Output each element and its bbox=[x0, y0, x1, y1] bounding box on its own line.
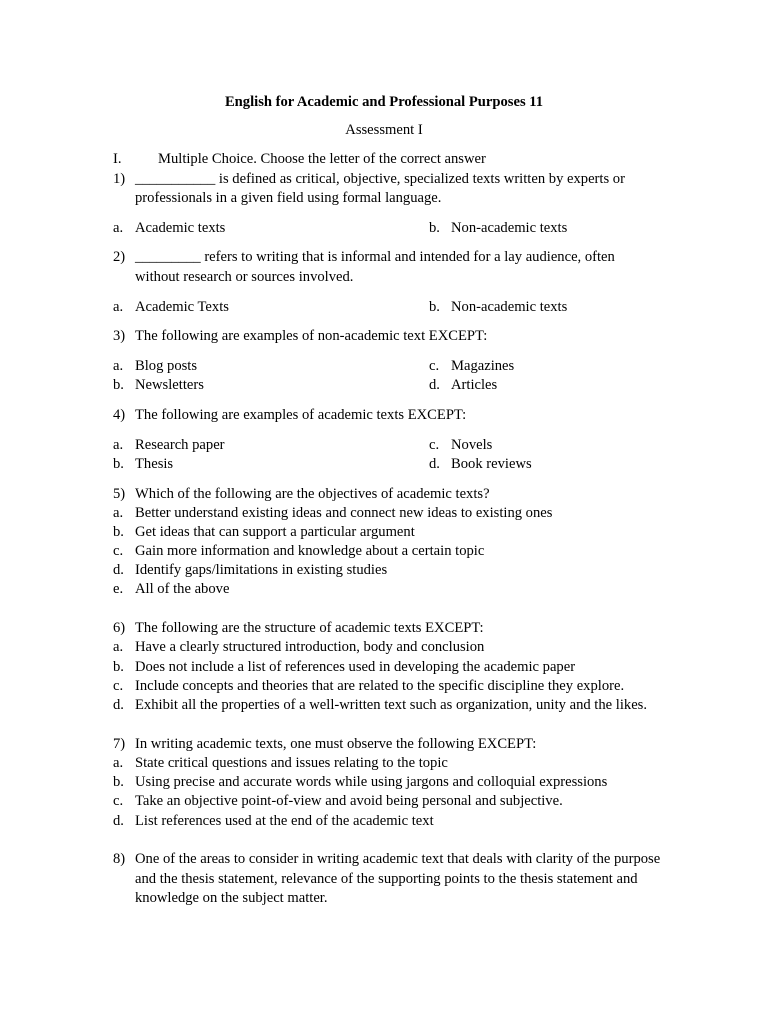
question-text: In writing academic texts, one must observe the following EXCEPT: bbox=[135, 736, 537, 752]
option-text: Take an objective point-of-view and avoid being personal and subjective. bbox=[135, 793, 563, 809]
option-letter: a. bbox=[113, 755, 124, 771]
question-number: 7) bbox=[113, 736, 126, 752]
option-letter: d. bbox=[429, 377, 440, 393]
option-letter: c. bbox=[113, 678, 124, 694]
option-text: Using precise and accurate words while using jargons and colloquial expressions bbox=[135, 774, 608, 790]
option-text: List references used at the end of the academic text bbox=[135, 813, 434, 829]
option-letter: e. bbox=[113, 581, 124, 597]
option-letter: b. bbox=[113, 377, 124, 393]
option-text: Identify gaps/limitations in existing studies bbox=[135, 562, 388, 578]
question-text: ___________ is defined as critical, objective, specialized texts written by experts or bbox=[135, 171, 625, 187]
option-letter: b. bbox=[429, 299, 440, 315]
option-letter: b. bbox=[113, 524, 124, 540]
option-letter: b. bbox=[113, 774, 124, 790]
question-text: The following are examples of non-academic text EXCEPT: bbox=[135, 328, 488, 344]
option-text: Research paper bbox=[135, 437, 225, 453]
option-text: Magazines bbox=[451, 358, 515, 374]
option-text: State critical questions and issues relating to the topic bbox=[135, 755, 448, 771]
option-text: Book reviews bbox=[451, 456, 532, 472]
option-letter: a. bbox=[113, 358, 124, 374]
question-number: 4) bbox=[113, 407, 126, 423]
option-text: Academic texts bbox=[135, 220, 226, 236]
question-text: The following are examples of academic texts EXCEPT: bbox=[135, 407, 467, 423]
option-text: Exhibit all the properties of a well-written text such as organization, unity and the likes. bbox=[135, 697, 647, 713]
option-text: Have a clearly structured introduction, body and conclusion bbox=[135, 639, 485, 655]
option-letter: c. bbox=[113, 543, 124, 559]
option-letter: a. bbox=[113, 639, 124, 655]
option-text: Thesis bbox=[135, 456, 174, 472]
option-text: Better understand existing ideas and connect new ideas to existing ones bbox=[135, 505, 553, 521]
option-text: Newsletters bbox=[135, 377, 204, 393]
option-letter: a. bbox=[113, 437, 124, 453]
question-text: The following are the structure of academic texts EXCEPT: bbox=[135, 620, 484, 636]
question-text: and the thesis statement, relevance of the supporting points to the thesis statement and bbox=[135, 871, 638, 887]
section-instruction: Multiple Choice. Choose the letter of the correct answer bbox=[158, 151, 486, 167]
question-text: _________ refers to writing that is informal and intended for a lay audience, often bbox=[135, 249, 615, 265]
option-text: Does not include a list of references used in developing the academic paper bbox=[135, 659, 576, 675]
option-letter: b. bbox=[113, 456, 124, 472]
option-letter: c. bbox=[429, 358, 440, 374]
document-subtitle: Assessment I bbox=[345, 122, 423, 138]
option-letter: b. bbox=[429, 220, 440, 236]
document-title: English for Academic and Professional Purposes 11 bbox=[224, 94, 544, 110]
option-letter: d. bbox=[113, 813, 124, 829]
option-text: Blog posts bbox=[135, 358, 198, 374]
option-letter: a. bbox=[113, 505, 124, 521]
option-text: Non-academic texts bbox=[451, 220, 568, 236]
question-text: professionals in a given field using formal language. bbox=[135, 190, 442, 206]
option-letter: b. bbox=[113, 659, 124, 675]
option-letter: d. bbox=[113, 562, 124, 578]
question-number: 2) bbox=[113, 249, 126, 265]
option-letter: a. bbox=[113, 299, 124, 315]
question-text: One of the areas to consider in writing academic text that deals with clarity of the purpose bbox=[135, 851, 661, 867]
question-number: 8) bbox=[113, 851, 126, 867]
option-text: Novels bbox=[451, 437, 493, 453]
option-text: Include concepts and theories that are related to the specific discipline they explore. bbox=[135, 678, 625, 694]
section-number: I. bbox=[113, 151, 122, 167]
question-text: without research or sources involved. bbox=[135, 269, 354, 285]
option-text: Get ideas that can support a particular argument bbox=[135, 524, 415, 540]
option-text: All of the above bbox=[135, 581, 230, 597]
option-letter: d. bbox=[429, 456, 440, 472]
option-letter: a. bbox=[113, 220, 124, 236]
question-number: 5) bbox=[113, 486, 126, 502]
question-text: knowledge on the subject matter. bbox=[135, 890, 328, 906]
question-number: 3) bbox=[113, 328, 126, 344]
option-letter: c. bbox=[113, 793, 124, 809]
option-text: Academic Texts bbox=[135, 299, 229, 315]
option-text: Non-academic texts bbox=[451, 299, 568, 315]
option-letter: d. bbox=[113, 697, 124, 713]
option-letter: c. bbox=[429, 437, 440, 453]
question-number: 1) bbox=[113, 171, 126, 187]
option-text: Articles bbox=[451, 377, 498, 393]
question-number: 6) bbox=[113, 620, 126, 636]
option-text: Gain more information and knowledge about a certain topic bbox=[135, 543, 485, 559]
question-text: Which of the following are the objectives of academic texts? bbox=[135, 486, 490, 502]
